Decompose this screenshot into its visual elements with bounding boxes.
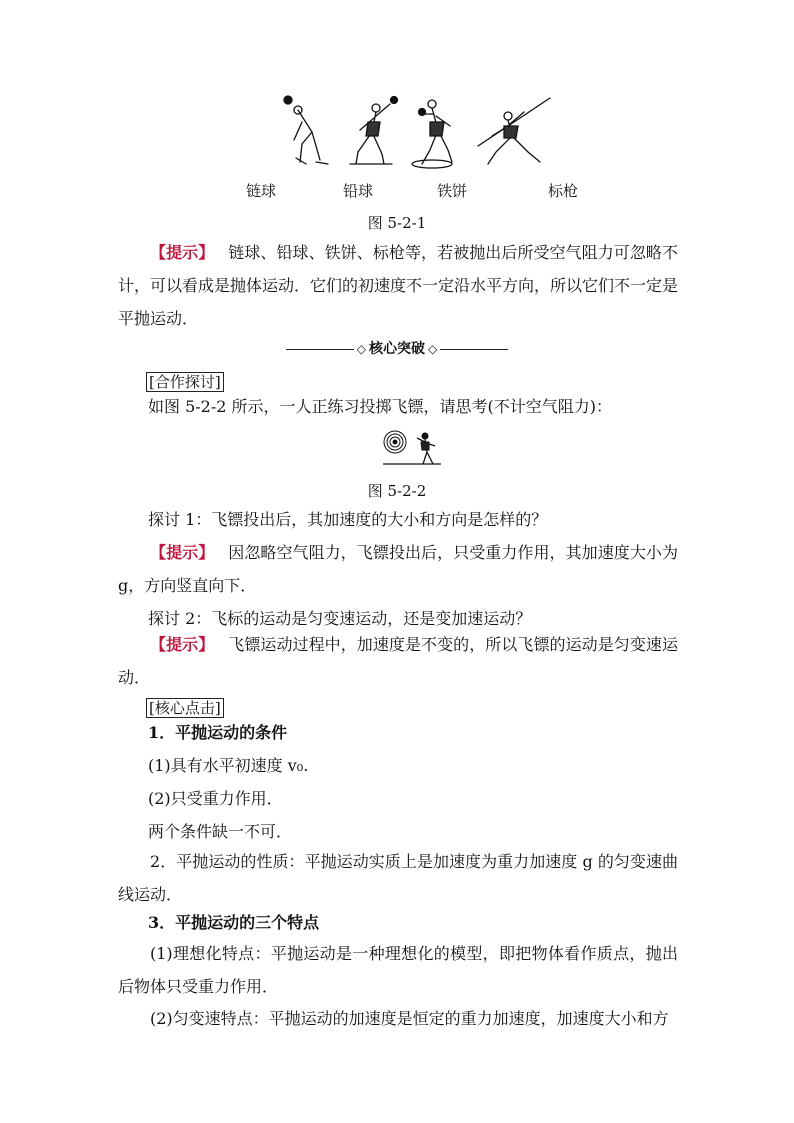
core-points-label: [核心点击] (146, 698, 224, 718)
item-2: 2．平抛运动的性质：平抛运动实质上是加速度为重力加速度 g 的匀变速曲线运动． (118, 852, 678, 904)
hint-label: 【提示】 (150, 243, 215, 262)
section-heading (0, 338, 794, 358)
section-title: 核心突破 (369, 341, 425, 357)
hint-text-1: 链球、铅球、铁饼、标枪等，若被抛出后所受空气阻力可忽略不计，可以看成是抛体运动．它们的初速度不一定沿水平方向，所以它们不一定是平抛运动． (118, 243, 679, 328)
hint-paragraph-1 (118, 236, 678, 335)
target-icon (384, 431, 406, 453)
rule-left (286, 349, 354, 350)
intro-text: 如图 5-2-2 所示，一人正练习投掷飞镖，请思考(不计空气阻力)： (148, 397, 613, 416)
figure-label-hammer: 链球 (246, 182, 277, 200)
hint-label: 【提示】 (150, 635, 215, 654)
item-3-title: 3．平抛运动的三个特点 (148, 913, 320, 932)
figure-label-javelin: 标枪 (548, 182, 579, 200)
shot-putter-illustration (350, 97, 398, 165)
item-3-a: (1)理想化特点：平抛运动是一种理想化的模型，即把物体看作质点，抛出后物体只受重力作用． (118, 944, 678, 996)
hint-paragraph-2 (118, 536, 678, 602)
javelin-thrower-illustration (478, 98, 550, 164)
hint-label: 【提示】 (150, 543, 215, 562)
hint-text-3: 飞镖运动过程中，加速度是不变的，所以飞镖的运动是匀变速运动． (118, 635, 678, 687)
item-1-c: 两个条件缺一不可． (148, 822, 293, 841)
figure-caption-2: 图 5-2-2 (367, 482, 427, 500)
diamond-icon: ◇ (428, 342, 438, 356)
coop-discussion-label: [合作探讨] (146, 372, 224, 392)
dart-figure (381, 428, 443, 466)
figure-label-discus: 铁饼 (437, 182, 468, 200)
question-2: 探讨 2：飞标的运动是匀变速运动，还是变加速运动？ (148, 609, 532, 628)
question-1: 探讨 1：飞镖投出后，其加速度的大小和方向是怎样的？ (148, 510, 548, 529)
athletes-figure (272, 92, 552, 170)
item-3-b: (2)匀变速特点：平抛运动的加速度是恒定的重力加速度，加速度大小和方 (150, 1009, 669, 1028)
discus-thrower-illustration (412, 100, 452, 168)
rule-right (440, 349, 508, 350)
hammer-thrower-illustration (284, 96, 328, 164)
dart-thrower-icon (417, 433, 435, 464)
item-1-b: (2)只受重力作用． (148, 789, 283, 808)
figure-caption-1: 图 5-2-1 (367, 214, 427, 232)
hint-paragraph-3 (118, 628, 678, 694)
diamond-icon: ◇ (356, 342, 366, 356)
figure-label-shot: 铅球 (343, 182, 374, 200)
item-1-title: 1．平抛运动的条件 (148, 723, 288, 742)
hint-text-2: 因忽略空气阻力，飞镖投出后，只受重力作用，其加速度大小为 g，方向竖直向下． (118, 543, 678, 595)
item-1-a: (1)具有水平初速度 v₀. (148, 756, 309, 775)
